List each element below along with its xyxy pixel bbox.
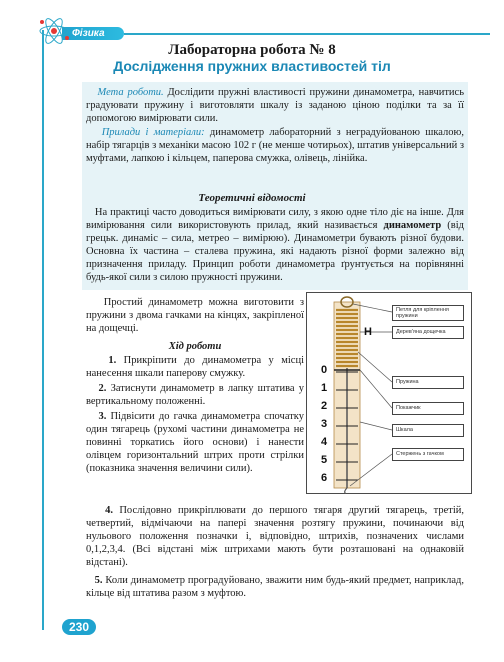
step-3: [86, 410, 304, 475]
equipment-text: динамометр лабораторний з неградуйованою шкалою, набір тягарців з механіки масою 102 г (не менше чотирьох), штатив універсальний з муфтами, лапкою і кільцем, паперова смужка, олівець, лінійка.: [86, 127, 464, 164]
step-text: Послідовно прикріплювати до першого тягаря другий тягарець, третій, четвертий, відмічаючи на папері значення розтягу пружини, починаючи від нульового положення позначки і, відповідно, штрихів, позначених числами 0,1,2,3,4. (Всі відстані між штрихами мають бути розташовані на однаковій відстані).: [86, 505, 465, 568]
theory-text-before: На практиці часто доводиться вимірювати силу, з якою одне тіло діє на інше. Для вимірювання сили використовують прилад, який називається: [86, 207, 464, 231]
subject-label: Фізика: [72, 28, 105, 39]
scale-number: 6: [321, 472, 328, 484]
scale-number: 0: [321, 364, 328, 376]
goal-paragraph: [86, 86, 464, 125]
label-board: Дерев'яна дощечка: [392, 326, 464, 339]
header-rule: [124, 33, 490, 35]
theory-heading: Теоретичні відомості: [198, 192, 306, 204]
label-scale: Шкала: [392, 424, 464, 437]
goal-label: Мета роботи.: [97, 87, 164, 98]
scale-number: 2: [321, 400, 328, 412]
step-1: [86, 354, 304, 380]
lab-title: Лабораторна робота № 8: [168, 42, 336, 58]
intro-text: Простий динамометр можна виготовити з пружини з двома гачками на кінцях, закріпленої на дощечці.: [86, 297, 305, 334]
equipment-paragraph: [86, 126, 464, 165]
step-2: [86, 382, 304, 408]
theory-text-after: (від грецьк. динаміс – сила, метрео – вимірюю). Динамометри бувають різної будови. Основна їх частина – сталева пружина, які надають різної форми залежно від призначення приладу. Принцип роботи динамометра ґрунтується на порівнянні будь-якої сили з силою пружності пружини.: [86, 220, 465, 283]
dynamometer-diagram: [306, 292, 472, 494]
margin-rule: [42, 30, 44, 630]
step-text: Затиснути динамометр в лапку штатива у вертикальному положенні.: [86, 383, 304, 407]
step-number: 3.: [98, 411, 107, 422]
scale-number: 1: [321, 382, 328, 394]
dynamometer-illustration: [306, 292, 472, 494]
step-number: 4.: [105, 505, 113, 516]
label-hook-rod: Стержень з гачком: [392, 448, 464, 461]
procedure-heading: Хід роботи: [168, 341, 222, 352]
step-number: 5.: [94, 575, 103, 586]
step-text: Коли динамометр проградуйовано, зважити ним будь-який предмет, наприклад, кільце від штатива разом з муфтою.: [86, 575, 464, 599]
label-spring: Пружина: [392, 376, 464, 389]
theory-paragraph: [86, 206, 464, 284]
scale-number: 4: [321, 436, 328, 448]
intro-paragraph: [86, 296, 304, 335]
step-5: [86, 574, 464, 600]
theory-term: динамометр: [383, 220, 442, 231]
step-number: 1.: [108, 355, 117, 366]
scale-number: 5: [321, 454, 328, 466]
page-number: 230: [62, 619, 96, 635]
step-text: Прикріпити до динамометра у місці нанесення шкали паперову смужку.: [86, 355, 305, 379]
step-number: 2.: [98, 383, 107, 394]
label-pointer: Покажчик: [392, 402, 464, 415]
lab-subtitle: Дослідження пружних властивостей тіл: [113, 58, 391, 74]
label-spring-loop: Петля для кріплення пружини: [392, 305, 464, 321]
scale-number: 3: [321, 418, 328, 430]
scale-unit-label: Н: [364, 326, 372, 338]
goal-text: Дослідити пружні властивості пружини динамометра, навчитись градуювати пружину і виготовляти шкалу із заданою ціною поділки та за її допомогою вимірювати сили.: [86, 87, 465, 124]
step-text: Підвісити до гачка динамометра спочатку один тягарець (рухомі частини динамометра не повинні торкатись його основи) і нанести олівцем горизонтальний штрих проти стрілки (показника значення величини сили).: [86, 411, 304, 474]
step-4: [86, 504, 464, 569]
equipment-label: Прилади і матеріали:: [101, 127, 205, 138]
